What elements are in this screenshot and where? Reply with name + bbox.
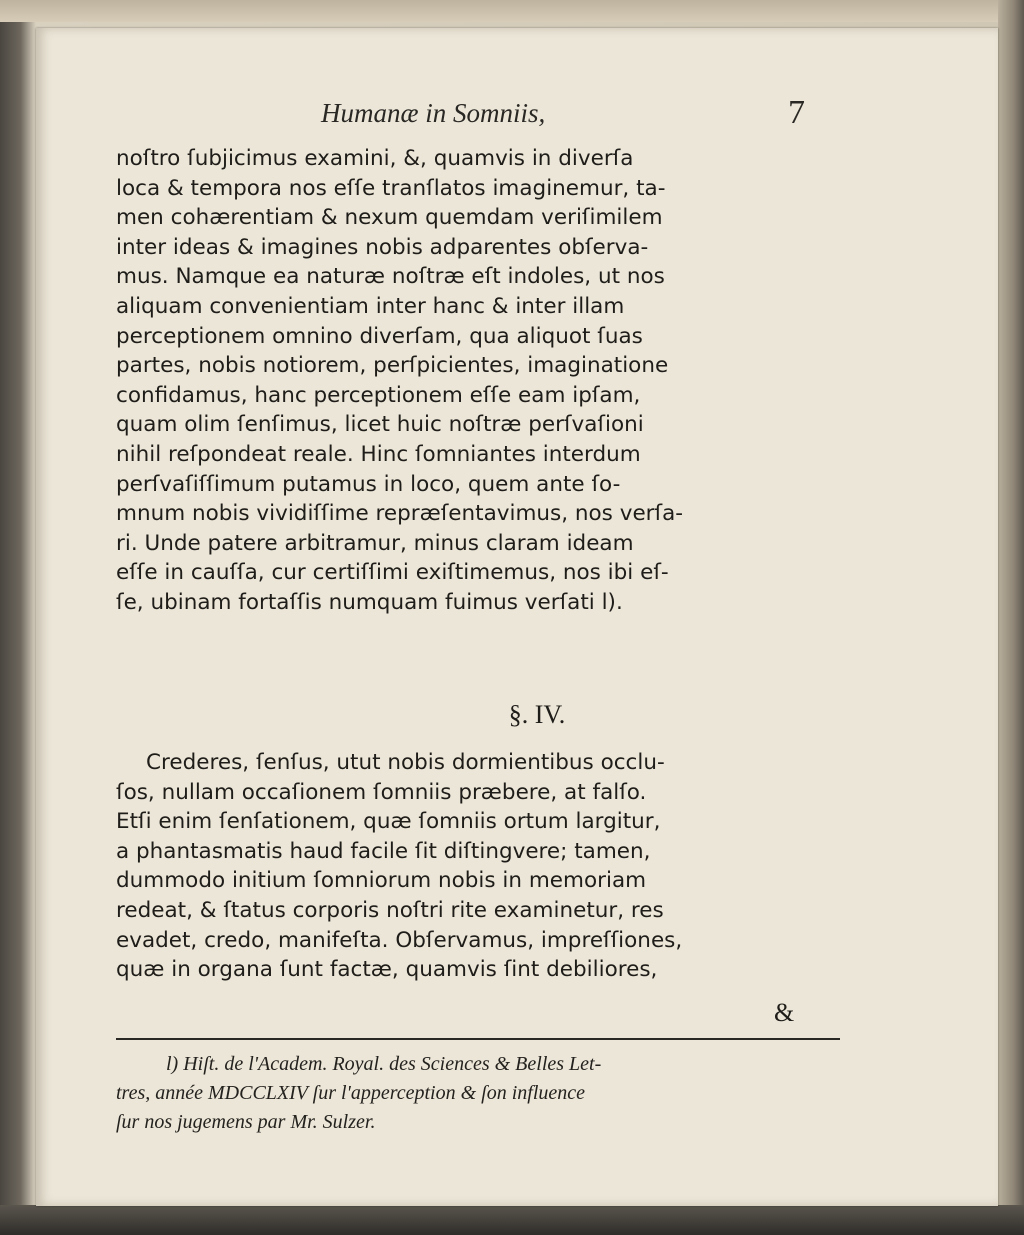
text-line: mus. Namque ea naturæ noſtræ eſt indoles, ut nos: [116, 264, 665, 290]
footnote-line: ſur nos jugemens par Mr. Sulzer.: [116, 1111, 376, 1133]
book-top-edge: [0, 0, 1024, 22]
running-title: Humanæ in Somniis,: [321, 98, 546, 128]
text-line: ſe, ubinam fortaſſis numquam fuimus verſati l).: [116, 589, 623, 615]
page-header: [36, 90, 998, 130]
text-line: eſſe in cauſſa, cur certiſſimi exiſtimemus, nos ibi eſ-: [116, 560, 669, 586]
book-right-edge: [998, 0, 1024, 1235]
text-line: Etſi enim ſenſationem, quæ ſomniis ortum largitur,: [116, 809, 661, 835]
page-number: 7: [788, 94, 805, 131]
text-line: redeat, & ſtatus corporis noſtri rite examinetur, res: [116, 897, 664, 923]
text-line: partes, nobis notiorem, perſpicientes, imaginatione: [116, 353, 669, 379]
text-line: quæ in organa ſunt factæ, quamvis ſint debiliores,: [116, 957, 658, 983]
text-line: quam olim ſenſimus, licet huic noſtræ perſvaſioni: [116, 412, 644, 438]
footnote-rule: [116, 1038, 840, 1040]
text-line: mnum nobis vividiſſime repræſentavimus, nos verſa-: [116, 501, 684, 527]
footnote-line: l) Hiſt. de l'Academ. Royal. des Sciences & Belles Let-: [166, 1053, 602, 1075]
footnote-line: tres, année MDCCLXIV ſur l'apperception & ſon influence: [116, 1082, 586, 1104]
book-page: [36, 28, 998, 1206]
text-line: ſos, nullam occaſionem ſomniis præbere, at falſo.: [116, 779, 647, 805]
text-line: evadet, credo, manifeſta. Obſervamus, impreſſiones,: [116, 927, 683, 953]
text-line: dummodo initium ſomniorum nobis in memoriam: [116, 868, 647, 894]
text-line: nihil reſpondeat reale. Hinc ſomniantes interdum: [116, 441, 641, 467]
section-heading: §. IV.: [508, 700, 566, 729]
text-line: loca & tempora nos eſſe tranſlatos imaginemur, ta-: [116, 175, 666, 201]
text-line: perſvaſiſſimum putamus in loco, quem ante ſo-: [116, 471, 621, 497]
footnote: [116, 1050, 601, 1137]
text-line: men cohærentiam & nexum quemdam veriſimilem: [116, 205, 663, 231]
text-line: noſtro ſubjicimus examini, &, quamvis in diverſa: [116, 146, 634, 171]
text-line: a phantasmatis haud facile ſit diſtingvere; tamen,: [116, 838, 651, 864]
text-line: inter ideas & imagines nobis adparentes obſerva-: [116, 234, 649, 260]
book-bottom-edge: [0, 1205, 1024, 1235]
text-line: confidamus, hanc perceptionem eſſe eam ipſam,: [116, 382, 641, 408]
text-line: perceptionem omnino diverſam, qua aliquot ſuas: [116, 323, 643, 349]
paragraph-2: [116, 748, 682, 985]
paragraph-1: [116, 144, 683, 618]
text-line: aliquam convenientiam inter hanc & inter illam: [116, 293, 625, 319]
text-line: Crederes, ſenſus, utut nobis dormientibus occlu-: [146, 750, 665, 775]
text-line: ri. Unde patere arbitramur, minus claram ideam: [116, 530, 634, 556]
catchword: &: [774, 998, 795, 1027]
